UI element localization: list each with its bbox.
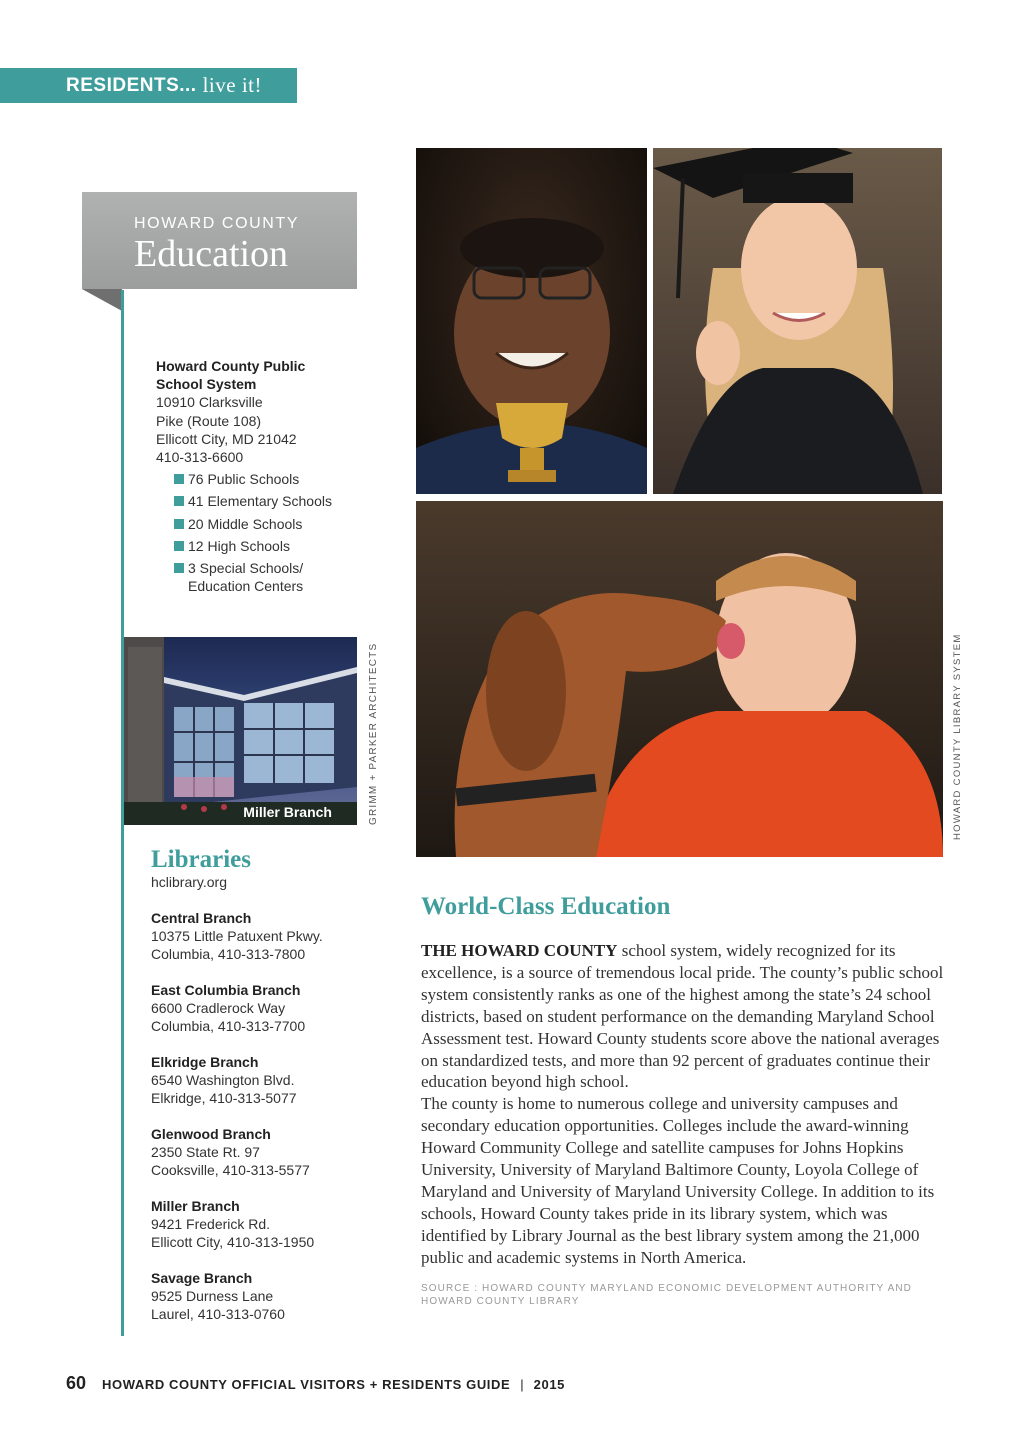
list-item: 41 Elementary Schools — [174, 492, 356, 510]
school-system-info — [156, 357, 356, 599]
photo-credit-right: HOWARD COUNTY LIBRARY SYSTEM — [952, 633, 963, 840]
school-phone: 410-313-6600 — [156, 449, 244, 466]
branch-name: Savage Branch — [151, 1270, 253, 1286]
dog-kiss-illustration — [416, 501, 943, 857]
page-footer — [66, 1373, 565, 1394]
article-source: SOURCE : HOWARD COUNTY MARYLAND ECONOMIC DEVELOPMENT AUTHORITY AND HOWARD COUNTY LIBRARY — [421, 1283, 912, 1307]
branch-city-phone: Elkridge, 410-313-5077 — [151, 1090, 297, 1107]
list-item — [151, 1053, 351, 1108]
school-address-line2: Pike (Route 108) — [156, 412, 262, 429]
branch-city-phone: Cooksville, 410-313-5577 — [151, 1162, 310, 1179]
banner-bold-text: RESIDENTS... — [66, 74, 197, 96]
graduate-photo — [653, 148, 942, 494]
branch-address: 9421 Frederick Rd. — [151, 1216, 271, 1233]
photo-caption: Miller Branch — [243, 804, 332, 820]
list-item — [151, 1125, 351, 1180]
branch-address: 2350 State Rt. 97 — [151, 1144, 260, 1161]
square-bullet-icon — [174, 541, 184, 551]
libraries-url: hclibrary.org — [151, 874, 227, 890]
boy-illustration — [416, 148, 647, 494]
miller-branch-photo — [124, 637, 357, 825]
branch-address: 10375 Little Patuxent Pkwy. — [151, 928, 323, 945]
list-item — [151, 1269, 351, 1324]
list-item: 76 Public Schools — [174, 470, 356, 488]
branch-name: Miller Branch — [151, 1198, 240, 1214]
branch-name: East Columbia Branch — [151, 982, 301, 998]
school-city: Ellicott City, MD 21042 — [156, 430, 297, 447]
photo-credit: GRIMM + PARKER ARCHITECTS — [368, 642, 379, 825]
article-lead-in: THE HOWARD COUNTY — [421, 941, 618, 960]
branch-address: 6540 Washington Blvd. — [151, 1072, 295, 1089]
list-item — [151, 1197, 351, 1252]
education-header — [82, 192, 357, 289]
boy-and-dog-photo — [416, 501, 943, 857]
article-paragraph: THE HOWARD COUNTY school system, widely recognized for its excellence, is a source of tremendous local pride. The county’s public school system consistently ranks as one of the highest among the state’s 24 school districts, based on student performance on the demanding Maryland School Assessment test. Howard County students score above the national averages on standardized tests, and more than 92 percent of graduates continue their education beyond high school. — [421, 941, 944, 1092]
square-bullet-icon — [174, 563, 184, 573]
list-item — [151, 909, 351, 964]
banner-script-text: live it! — [202, 73, 262, 97]
branch-address: 6600 Cradlerock Way — [151, 1000, 286, 1017]
branch-city-phone: Columbia, 410-313-7700 — [151, 1018, 306, 1035]
branch-address: 9525 Durness Lane — [151, 1288, 274, 1305]
square-bullet-icon — [174, 496, 184, 506]
article-title: World-Class Education — [421, 893, 671, 920]
libraries-heading: Libraries — [151, 846, 251, 873]
education-header-title: Education — [134, 233, 289, 275]
graduate-illustration — [653, 148, 942, 494]
branch-city-phone: Ellicott City, 410-313-1950 — [151, 1234, 315, 1251]
publication-year: 2015 — [533, 1377, 565, 1392]
square-bullet-icon — [174, 519, 184, 529]
article-body — [421, 940, 951, 1269]
article-paragraph: The county is home to numerous college and university campuses and secondary education opportunities. Colleges include the award-winning Howard Community College and satellite campuses for Johns Hopkins University, University of Maryland Baltimore County, Loyola College of Maryland and University of Maryland University College. In addition to its schools, Howard County takes pride in its library system, which was identified by Library Journal as the best library system among the 21,000 public and academic systems in North America. — [421, 1094, 935, 1267]
branch-name: Central Branch — [151, 910, 252, 926]
education-header-subtitle: HOWARD COUNTY — [134, 215, 300, 232]
section-banner — [0, 68, 297, 103]
branch-name: Elkridge Branch — [151, 1054, 259, 1070]
library-building-illustration — [124, 637, 357, 825]
square-bullet-icon — [174, 474, 184, 484]
list-item: 12 High Schools — [174, 537, 356, 555]
library-branches — [151, 909, 351, 1341]
list-item: 20 Middle Schools — [174, 515, 356, 533]
list-item: 3 Special Schools/ Education Centers — [174, 559, 356, 595]
school-system-name-line1: Howard County Public — [156, 358, 306, 374]
branch-city-phone: Laurel, 410-313-0760 — [151, 1306, 285, 1323]
school-stats-list — [174, 470, 356, 595]
publication-title: HOWARD COUNTY OFFICIAL VISITORS + RESIDENTS GUIDE — [102, 1377, 511, 1392]
ribbon-fold — [82, 289, 122, 311]
school-system-name-line2: School System — [156, 376, 257, 393]
list-item — [151, 981, 351, 1036]
footer-separator: | — [520, 1377, 524, 1392]
page-number: 60 — [66, 1373, 87, 1393]
boy-with-trophy-photo — [416, 148, 647, 494]
branch-name: Glenwood Branch — [151, 1126, 271, 1142]
branch-city-phone: Columbia, 410-313-7800 — [151, 946, 306, 963]
school-address-line1: 10910 Clarksville — [156, 394, 263, 411]
